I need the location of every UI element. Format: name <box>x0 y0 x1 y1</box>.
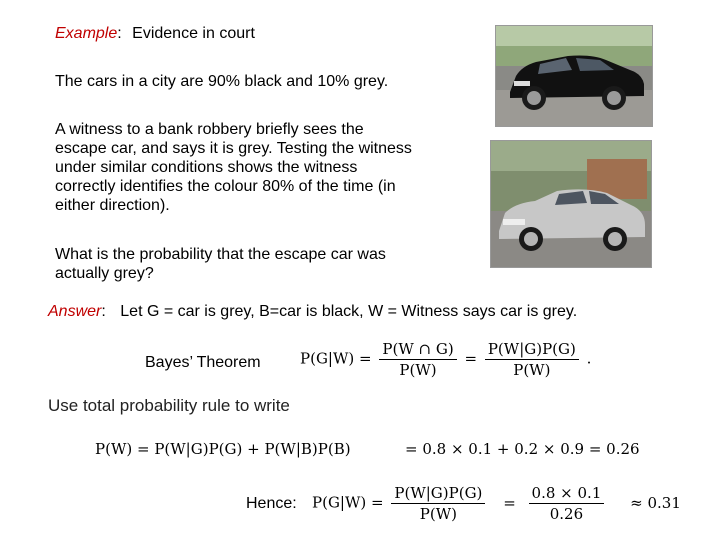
hence-lhs: P(G|W) = <box>312 493 384 512</box>
total-prob-lhs: P(W) = P(W|G)P(G) + P(W|B)P(B) <box>95 440 351 458</box>
paragraph-question <box>55 245 386 283</box>
witness-line: A witness to a bank robbery briefly sees the <box>55 121 364 138</box>
black-suv-illustration <box>496 26 652 126</box>
hence-equation <box>312 484 681 523</box>
answer-colon: : <box>101 303 106 320</box>
silver-sedan-illustration <box>491 141 651 267</box>
grey-car-image <box>490 140 652 268</box>
answer-line <box>48 303 577 321</box>
answer-text: Let G = car is grey, B=car is black, W = Witness says car is grey. <box>120 303 578 320</box>
bayes-frac1-num: P(W ∩ G) <box>379 340 456 360</box>
bayes-fraction-2 <box>485 340 579 379</box>
hence-eq: = <box>503 493 516 512</box>
question-line: actually grey? <box>55 265 154 282</box>
example-colon: : <box>117 25 122 42</box>
example-heading <box>55 24 255 43</box>
bayes-frac2-num: P(W|G)P(G) <box>485 340 579 360</box>
question-line: What is the probability that the escape car was <box>55 246 386 263</box>
bayes-equation <box>300 340 591 379</box>
black-car-image <box>495 25 653 127</box>
paragraph-color-split: The cars in a city are 90% black and 10% grey. <box>55 73 389 90</box>
hence-label: Hence: <box>246 495 297 512</box>
witness-line: correctly identifies the colour 80% of the time (in <box>55 178 396 195</box>
hence-frac1-den: P(W) <box>419 505 457 523</box>
witness-line: under similar conditions shows the witness <box>55 159 358 176</box>
bayes-frac2-den: P(W) <box>513 361 551 379</box>
hence-frac2-num: 0.8 × 0.1 <box>529 484 605 504</box>
bayes-label: Bayes’ Theorem <box>145 354 261 371</box>
hence-approx: ≈ 0.31 <box>630 493 681 512</box>
hence-fraction-1 <box>391 484 485 523</box>
answer-label: Answer <box>48 303 102 320</box>
hence-frac1-num: P(W|G)P(G) <box>391 484 485 504</box>
witness-line: either direction). <box>55 197 170 214</box>
total-prob-label: Use total probability rule to write <box>48 396 290 415</box>
bayes-end: . <box>586 349 592 368</box>
witness-line: escape car, and says it is grey. Testing the witness <box>55 140 412 157</box>
bayes-eq: = <box>464 349 478 368</box>
bayes-fraction-1 <box>379 340 456 379</box>
total-prob-rhs: = 0.8 × 0.1 + 0.2 × 0.9 = 0.26 <box>405 440 640 458</box>
example-title: Evidence in court <box>132 25 255 42</box>
bayes-frac1-den: P(W) <box>399 361 437 379</box>
paragraph-witness <box>55 120 412 215</box>
hence-frac2-den: 0.26 <box>549 505 584 523</box>
bayes-lhs: P(G|W) = <box>300 349 372 368</box>
hence-fraction-2 <box>529 484 605 523</box>
example-label: Example <box>55 25 118 42</box>
